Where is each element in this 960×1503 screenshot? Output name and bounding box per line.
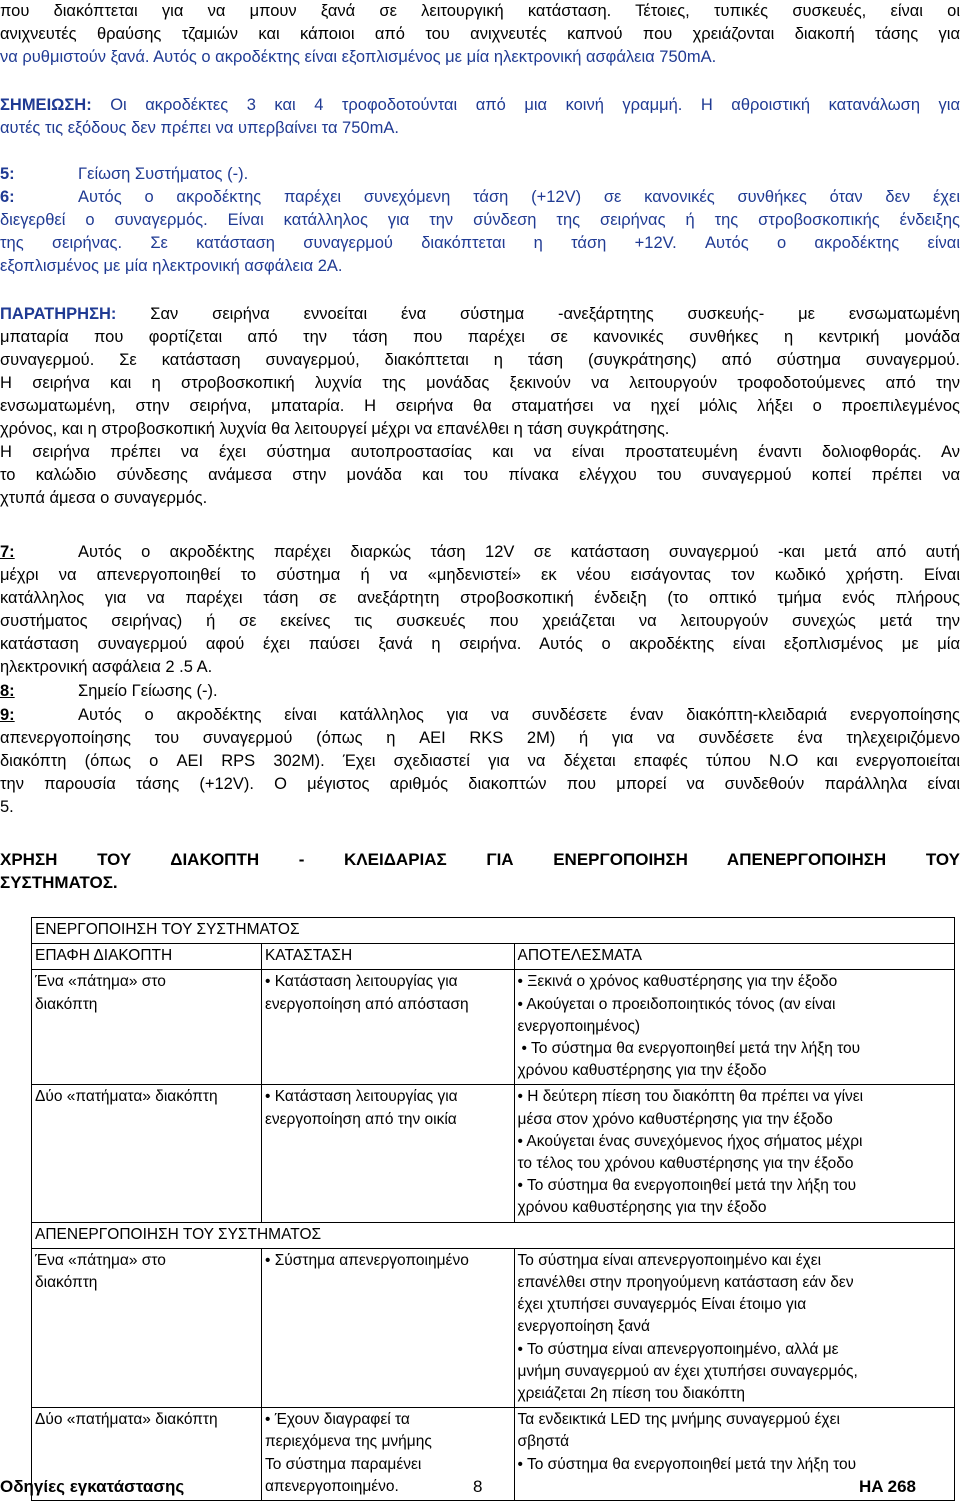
cell-line: απενεργοποιημένο. [264, 1477, 399, 1495]
terminal-label: 8: [0, 682, 15, 700]
section-heading: ΧΡΗΣΗ ΤΟΥ ΔΙΑΚΟΠΤΗ - ΚΛΕΙΔΑΡΙΑΣ ΓΙΑ ΕΝΕΡΓΟΠΟΙΗΣΗ ΑΠΕΝΕΡΓΟΠΟΙΗΣΗ ΤΟΥ [0, 850, 960, 869]
cell-line: Ένα «πάτημα» στο [35, 1251, 166, 1269]
cell-line [518, 1175, 951, 1197]
note-text: Οι ακροδέκτες 3 και 4 τροφοδοτούνται από μια κοινή γραμμή. Η αθροιστική κατανάλωση για [91, 96, 960, 114]
remark-line [0, 303, 960, 327]
cell-line: Το σύστημα παραμένει [264, 1455, 422, 1473]
cell-line: ενεργοποίηση από απόσταση [264, 995, 469, 1013]
text-line: την παρουσία τάσης (+12V). Ο μέγιστος αριθμός διακοπτών που μπορεί να συνδεθούν παράλληλα είναι [0, 775, 960, 793]
cell-line: διακόπτη [35, 995, 98, 1013]
cell-line [518, 1131, 951, 1153]
cell-text: Το σύστημα θα ενεργοποιηθεί μετά την λήξη του [526, 1177, 857, 1195]
text-line: διακόπτη (όπως ο AEI RPS 302M). Έχει σχεδιαστεί για να δέχεται επαφές τύπου N.O και ενεργοποιείται [0, 752, 960, 770]
terminal-text: Αυτός ο ακροδέκτης παρέχει συνεχόμενη τάση (+12V) σε κανονικές συνθήκες όταν δεν έχει [78, 188, 960, 206]
terminal-8 [0, 680, 960, 704]
cell-line: έχει χτυπήσει συναγερμός Είναι έτοιμο για [517, 1296, 807, 1314]
cell-line: σβηστά [517, 1433, 570, 1451]
text-line: διεγερθεί ο συναγερμός. Είναι κατάλληλος για την σύνδεση της σειρήνας ή της στροβοσκοπικής ένδειξης [0, 211, 960, 229]
cell-line: ενεργοποίηση από την οικία [264, 1110, 457, 1128]
cell-line: χρειάζεται 2η πίεση του διακόπτη [517, 1385, 745, 1403]
text-line: εξοπλισμένος με μία ηλεκτρονική ασφάλεια 2Α. [0, 257, 343, 275]
terminal-5 [0, 163, 960, 187]
switch-usage-table [31, 917, 955, 1501]
text-line: ηλεκτρονική ασφάλεια 2 .5 Α. [0, 658, 213, 676]
terminal-text: Αυτός ο ακροδέκτης είναι κατάλληλος για να συνδέσετε έναν διακόπτη-κλειδαριά ενεργοποίησης [78, 706, 960, 724]
table-title: ΕΝΕΡΓΟΠΟΙΗΣΗ ΤΟΥ ΣΥΣΤΗΜΑΤΟΣ [32, 918, 955, 944]
text-line: που διακόπτεται για να μπουν ξανά σε λειτουργική κατάσταση. Τέτοιες, τυπικές συσκευές, είναι οι [0, 2, 960, 20]
cell-line: Δύο «πατήματα» διακόπτη [35, 1411, 218, 1429]
cell-line [265, 1086, 511, 1108]
cell-line: Δύο «πατήματα» διακόπτη [35, 1088, 218, 1106]
cell-line: ενεργοποίηση ξανά [517, 1318, 650, 1336]
text-line: ανιχνευτές θραύσης τζαμιών και κάποιοι από του ανιχνευτές καπνού που χρειάζονται διακοπή τάσης για [0, 25, 960, 43]
cell-line [518, 994, 951, 1016]
text-line: Η σειρήνα και η στροβοσκοπική λυχνία της μονάδας ξεκινούν να λειτουργούν τροφοδοτούμενες από την [0, 374, 960, 392]
terminal-text: Αυτός ο ακροδέκτης παρέχει διαρκώς τάση 12V σε κατάσταση συναγερμού -και μετά από αυτή [78, 543, 960, 561]
cell-text: Ακούγεται ο προειδοποιητικός τόνος (αν είναι [526, 995, 836, 1013]
cell-line: χρόνου καθυστέρησης για την έξοδο [517, 1062, 767, 1080]
text-line: μπαταρία που φορτίζεται από την τάση που παρέχει σε κανονικές συνθήκες η κεντρική μονάδα [0, 328, 960, 346]
cell-line: περιεχόμενα της μνήμης [264, 1433, 432, 1451]
text-line: χτυπά άμεσα ο συναγερμός. [0, 489, 208, 507]
terminal-6 [0, 186, 960, 210]
column-header: ΕΠΑΦΗ ΔΙΑΚΟΠΤΗ [32, 944, 262, 970]
cell-line [265, 1409, 511, 1431]
text-line: το καλώδιο σύνδεσης ανάμεσα στην μονάδα και του πίνακα ελέγχου του συναγερμού κοπεί πρέπει να [0, 466, 960, 484]
text-line: συστήματος σειρήνας) ή σε εκείνες τις συσκευές που χρειάζεται να λειτουργούν συνεχώς μετά την [0, 612, 960, 630]
bullet-icon: • [521, 1040, 531, 1058]
bullet-icon: • [517, 1340, 527, 1358]
bullet-icon: • [264, 1411, 275, 1429]
table-title-row [32, 1222, 955, 1248]
terminal-text: Σημείο Γείωσης (-). [78, 682, 218, 700]
terminal-text: Γείωση Συστήματος (-). [78, 165, 249, 183]
text-line: κατάσταση συναγερμού αφού έχει παύσει ξανά η σειρήνα. Αυτός ο ακροδέκτης είναι εξοπλισμένος με μία [0, 635, 960, 653]
cell-line: χρόνου καθυστέρησης για την έξοδο [517, 1199, 767, 1217]
terminal-label: 6: [0, 188, 15, 206]
bullet-icon: • [517, 995, 527, 1013]
text-line: κατάλληλος για να παρέχει τάση σε ανεξάρτητη στροβοσκοπική ένδειξη (το οπτικό τμήμα ενός πλήρους [0, 589, 960, 607]
remark-label: ΠΑΡΑΤΗΡΗΣΗ: [0, 305, 117, 323]
terminal-7 [0, 541, 960, 565]
terminal-label: 9: [0, 706, 15, 724]
cell-text: Το σύστημα θα ενεργοποιηθεί μετά την λήξη του [530, 1040, 861, 1058]
cell-line: επανέλθει στην προηγούμενη κατάσταση εάν δεν [517, 1274, 854, 1292]
table-cell [32, 970, 262, 1085]
table-cell [514, 1248, 954, 1407]
text-line: συναγερμού. Σε κατάσταση συναγερμού, διακόπτεται η τάση (συγκράτησης) από σύστημα συναγερμού. [0, 351, 960, 369]
cell-text: Ακούγεται ένας συνεχόμενος ήχος σήματος μέχρι [526, 1132, 863, 1150]
cell-line: Ένα «πάτημα» στο [35, 973, 166, 991]
cell-line [518, 1086, 951, 1108]
page-footer [0, 1477, 960, 1503]
table-header-row [32, 944, 955, 970]
terminal-label: 5: [0, 165, 15, 183]
note-line [0, 94, 960, 118]
table-cell [261, 1085, 514, 1222]
text-line: απενεργοποίησης του συναγερμού (όπως η AEI RKS 2M) ή για να συνδέσετε ένα τηλεχειριζόμενο [0, 729, 960, 747]
cell-text: Η δεύτερη πίεση του διακόπτη θα πρέπει να γίνει [527, 1088, 864, 1106]
cell-line [265, 971, 511, 993]
cell-text: Το σύστημα είναι απενεργοποιημένο, αλλά με [526, 1340, 839, 1358]
bullet-icon: • [517, 1088, 528, 1106]
cell-line [518, 1454, 951, 1476]
table-cell [261, 970, 514, 1085]
table-title: ΑΠΕΝΕΡΓΟΠΟΙΗΣΗ ΤΟΥ ΣΥΣΤΗΜΑΤΟΣ [32, 1222, 955, 1248]
column-header: ΚΑΤΑΣΤΑΣΗ [261, 944, 514, 970]
cell-line: μνήμη συναγερμού αν έχει χτυπήσει συναγερμός, [517, 1362, 858, 1380]
cell-line: το τέλος του χρόνου καθυστέρησης για την έξοδο [517, 1155, 854, 1173]
model-code: HA 268 [858, 1477, 916, 1496]
text-line: ενσωματωμένη, στην σειρήνα, μπαταρία. Η σειρήνα θα σταματήσει να ηχεί μόλις λήξει ο προεπιλεγμένος [0, 397, 960, 415]
text-line: μέχρι να απενεργοποιηθεί το σύστημα ή να «μηδενιστεί» εκ νέου εισάγοντας τον κωδικό χρήστη. Είναι [0, 566, 960, 584]
column-header: ΑΠΟΤΕΛΕΣΜΑΤΑ [514, 944, 954, 970]
cell-line [265, 1250, 511, 1272]
table-cell [514, 1085, 954, 1222]
note-label: ΣΗΜΕΙΩΣΗ: [0, 96, 92, 114]
cell-text: Το σύστημα θα ενεργοποιηθεί μετά την λήξη του [526, 1455, 857, 1473]
cell-text: Ξεκινά ο χρόνος καθυστέρησης για την έξοδο [527, 973, 838, 991]
table-row [32, 1085, 955, 1222]
table-cell [514, 970, 954, 1085]
bullet-icon: • [517, 973, 528, 991]
text-line: της σειρήνας. Σε κατάσταση συναγερμού διακόπτεται η τάση +12V. Αυτός ο ακροδέκτης είναι [0, 234, 960, 252]
bullet-icon: • [264, 973, 275, 991]
cell-line: μέσα στον χρόνο καθυστέρησης για την έξοδο [517, 1110, 833, 1128]
bullet-icon: • [517, 1455, 527, 1473]
cell-text: Κατάσταση λειτουργίας για [274, 973, 458, 991]
cell-line [518, 1038, 951, 1060]
footer-title: Οδηγίες εγκατάστασης [0, 1477, 185, 1496]
bullet-icon: • [264, 1088, 275, 1106]
text-line: Η σειρήνα πρέπει να έχει σύστημα αυτοπροστασίας και να είναι προστατευμένη έναντι δολιοφθοράς. Αν [0, 443, 960, 461]
cell-text: Έχουν διαγραφεί τα [274, 1411, 410, 1429]
remark-text: Σαν σειρήνα εννοείται ένα σύστημα -ανεξάρτητης συσκευής- με ενσωματωμένη [116, 305, 960, 323]
bullet-icon: • [517, 1132, 527, 1150]
cell-line: Το σύστημα είναι απενεργοποιημένο και έχει [517, 1251, 822, 1269]
bullet-icon: • [517, 1177, 527, 1195]
terminal-label: 7: [0, 543, 15, 561]
bullet-icon: • [264, 1251, 275, 1269]
table-row [32, 970, 955, 1085]
cell-text: Σύστημα απενεργοποιημένο [274, 1251, 469, 1269]
text-line: χρόνος, και η στροβοσκοπική λυχνία θα λειτουργεί μέχρι να επανέλθει η τάση συγκράτησης. [0, 420, 670, 438]
cell-line: Τα ενδεικτικά LED της μνήμης συναγερμού έχει [517, 1411, 840, 1429]
table-title-row [32, 918, 955, 944]
cell-line: διακόπτη [35, 1274, 98, 1292]
table-row [32, 1248, 955, 1407]
text-line: να ρυθμιστούν ξανά. Αυτός ο ακροδέκτης είναι εξοπλισμένος με μία ηλεκτρονική ασφάλεια 750mA. [0, 48, 717, 66]
page-number: 8 [473, 1477, 483, 1496]
note-line: αυτές τις εξόδους δεν πρέπει να υπερβαίνει τα 750mA. [0, 119, 399, 137]
text-line: 5. [0, 798, 14, 816]
table-cell [32, 1085, 262, 1222]
cell-line: ενεργοποιημένος) [517, 1017, 641, 1035]
cell-line [518, 1339, 951, 1361]
terminal-9 [0, 704, 960, 728]
cell-line [518, 971, 951, 993]
table-cell [261, 1248, 514, 1407]
cell-text: Κατάσταση λειτουργίας για [274, 1088, 458, 1106]
section-heading-cont: ΣΥΣΤΗΜΑΤΟΣ. [0, 873, 118, 892]
table-cell [32, 1248, 262, 1407]
